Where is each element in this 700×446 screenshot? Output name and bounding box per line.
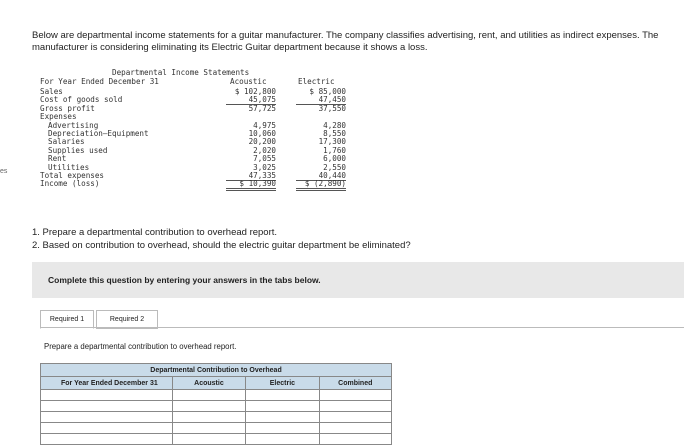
answer-cell-combined[interactable] — [319, 401, 391, 412]
answer-cell-label[interactable] — [41, 434, 173, 445]
statement-acoustic-value: $ 102,800 — [234, 87, 276, 96]
answer-row — [41, 434, 392, 445]
statement-row-label: Income (loss) — [40, 179, 100, 189]
statement-title: Departmental Income Statements — [112, 68, 250, 77]
answer-cell-combined[interactable] — [319, 434, 391, 445]
answer-cell-label[interactable] — [41, 423, 173, 434]
statement-acoustic-value: 10,060 — [248, 129, 276, 138]
answer-cell-acoustic[interactable] — [172, 412, 246, 423]
answer-cell-combined[interactable] — [319, 390, 391, 401]
statement-electric-value: 37,550 — [318, 103, 346, 113]
statement-row-label: Depreciation—Equipment — [48, 129, 149, 138]
statement-row-label: Rent — [48, 154, 67, 164]
answer-cell-acoustic[interactable] — [172, 401, 246, 412]
answer-row — [41, 401, 392, 412]
answer-col-combined: Combined — [319, 377, 391, 390]
answer-col-acoustic: Acoustic — [172, 377, 246, 390]
side-mark: es — [0, 168, 8, 175]
answer-row — [41, 390, 392, 401]
answer-cell-combined[interactable] — [319, 423, 391, 434]
statement-period: For Year Ended December 31 — [40, 77, 159, 86]
statement-acoustic-value: 3,025 — [253, 162, 276, 172]
answer-row — [41, 412, 392, 423]
answer-cell-label[interactable] — [41, 390, 173, 401]
answer-cell-electric[interactable] — [246, 390, 319, 401]
col-electric-header: Electric — [298, 77, 335, 86]
statement-row-label: Expenses — [40, 112, 77, 122]
answer-col-electric: Electric — [246, 377, 319, 390]
tab-required-1[interactable]: Required 1 — [40, 310, 94, 329]
statement-acoustic-value: 4,975 — [253, 120, 276, 130]
answer-cell-electric[interactable] — [246, 423, 319, 434]
answer-cell-electric[interactable] — [246, 434, 319, 445]
intro-text: Below are departmental income statements for a guitar manufacturer. The company classifies advertising, rent, and utilities as indirect expenses. The manufacturer is considering eliminating its Electric Guitar department because it shows a loss. — [32, 30, 659, 53]
statement-electric-value: 1,760 — [323, 145, 346, 155]
answer-cell-label[interactable] — [41, 412, 173, 423]
col-acoustic-header: Acoustic — [230, 77, 267, 86]
statement-acoustic-value: 2,020 — [253, 145, 276, 155]
statement-row-label: Gross profit — [40, 103, 95, 113]
statement-electric-value: $ 85,000 — [309, 87, 346, 96]
questions — [32, 227, 411, 252]
question-1: 1. Prepare a departmental contribution to overhead report. — [32, 227, 278, 238]
question-2: 2. Based on contribution to overhead, should the electric guitar department be eliminated? — [32, 239, 411, 251]
answer-row — [41, 423, 392, 434]
answer-period: For Year Ended December 31 — [41, 377, 173, 390]
statement-row-label: Sales — [40, 87, 63, 96]
statement-acoustic-value: 47,335 — [226, 171, 276, 181]
answer-table-title: Departmental Contribution to Overhead — [41, 364, 392, 377]
tab-required-2[interactable]: Required 2 — [96, 310, 158, 329]
answer-cell-electric[interactable] — [246, 401, 319, 412]
instructions-banner — [32, 262, 684, 298]
statement-electric-value: 47,450 — [296, 95, 346, 105]
tab-instruction: Prepare a departmental contribution to overhead report. — [44, 342, 237, 351]
statement-row-label: Salaries — [48, 137, 85, 147]
statement-acoustic-value: 20,200 — [248, 137, 276, 147]
statement-row-label: Supplies used — [48, 145, 108, 155]
statement-electric-value: 2,550 — [323, 162, 346, 172]
statement-acoustic-value: 45,075 — [226, 95, 276, 105]
answer-cell-combined[interactable] — [319, 412, 391, 423]
statement-electric-value: 8,550 — [323, 129, 346, 138]
banner-text: Complete this question by entering your answers in the tabs below. — [48, 275, 321, 285]
statement-electric-value: 40,440 — [296, 171, 346, 181]
answer-table — [40, 363, 392, 445]
answer-cell-acoustic[interactable] — [172, 423, 246, 434]
tab-divider — [40, 327, 684, 328]
answer-cell-acoustic[interactable] — [172, 434, 246, 445]
statement-electric-value: $ (2,890) — [296, 179, 346, 191]
statement-row-label: Cost of goods sold — [40, 95, 123, 105]
answer-cell-acoustic[interactable] — [172, 390, 246, 401]
statement-electric-value: 4,280 — [323, 120, 346, 130]
statement-row-label: Advertising — [48, 120, 99, 130]
statement-electric-value: 6,000 — [323, 154, 346, 164]
statement-acoustic-value: 7,055 — [253, 154, 276, 164]
statement-row-label: Utilities — [48, 162, 90, 172]
statement-acoustic-value: 57,725 — [248, 103, 276, 113]
statement-electric-value: 17,300 — [318, 137, 346, 147]
answer-cell-label[interactable] — [41, 401, 173, 412]
answer-cell-electric[interactable] — [246, 412, 319, 423]
statement-row-label: Total expenses — [40, 171, 105, 180]
statement-acoustic-value: $ 10,390 — [226, 179, 276, 191]
